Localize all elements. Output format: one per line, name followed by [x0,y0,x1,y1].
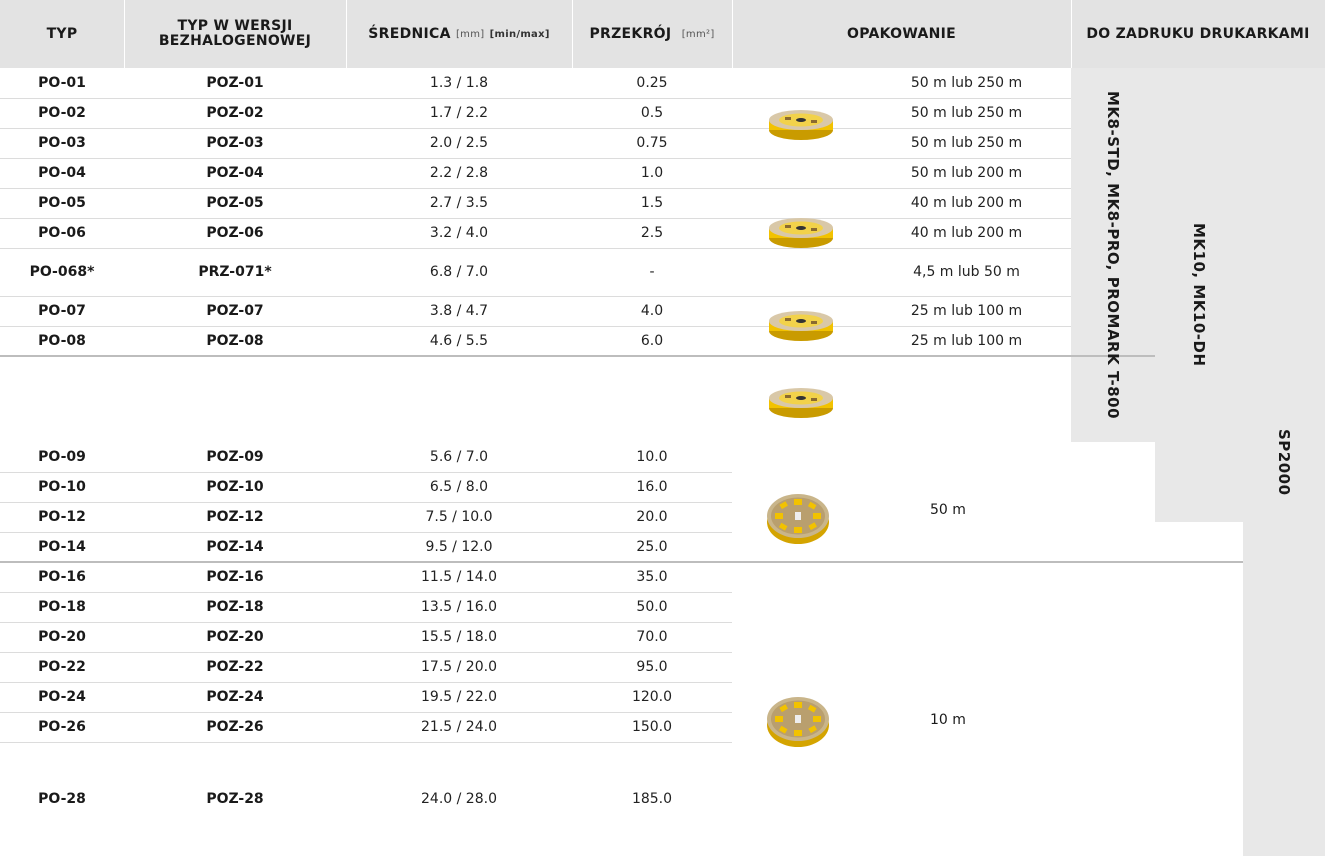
cell-przekroj: 35.0 [636,569,668,585]
header-typ: TYP [0,0,124,68]
reel-yellow-small-icon [765,384,837,420]
package-xlarge-group: 10 m [930,712,966,728]
cell-typ: PO-06 [38,225,86,241]
header-srednica: ŚREDNICA [mm] [min/max] [346,0,572,68]
cell-srednica: 2.0 / 2.5 [429,135,489,151]
cell-przekroj: 1.0 [640,165,664,181]
cell-srednica: 2.7 / 3.5 [429,195,489,211]
cell-typz: POZ-03 [206,135,264,151]
header-przekroj: PRZEKRÓJ [mm²] [572,0,732,68]
cell-typ: PO-16 [38,569,86,585]
cell-typz: POZ-01 [206,75,264,91]
cell-srednica: 7.5 / 10.0 [425,509,493,525]
cell-typ: PO-068* [29,264,95,280]
reel-large-icon [765,490,831,546]
cell-opakowanie: 4,5 m lub 50 m [913,264,1020,280]
cell-typ: PO-26 [38,719,86,735]
header-typ-bezhalogenowy: TYP W WERSJI BEZHALOGENOWEJ [124,0,346,68]
cell-srednica: 3.2 / 4.0 [429,225,489,241]
cell-typz: POZ-24 [206,689,264,705]
cell-przekroj: 10.0 [636,449,668,465]
cell-typz: POZ-22 [206,659,264,675]
cell-srednica: 2.2 / 2.8 [429,165,489,181]
cell-typz: POZ-28 [206,791,264,807]
printer-label-sp2000: SP2000 [1275,428,1293,496]
cell-typ: PO-02 [38,105,86,121]
cell-przekroj: 70.0 [636,629,668,645]
cell-przekroj: 0.25 [636,75,668,91]
cell-typ: PO-07 [38,303,86,319]
cell-przekroj: 0.5 [640,105,664,121]
reel-large-icon [765,693,831,749]
cell-srednica: 9.5 / 12.0 [425,539,493,555]
cell-przekroj: 20.0 [636,509,668,525]
cell-srednica: 1.7 / 2.2 [429,105,489,121]
cell-typz: POZ-06 [206,225,264,241]
cell-przekroj: 50.0 [636,599,668,615]
printer-label-mk10: MK10, MK10-DH [1190,223,1208,367]
cell-opakowanie: 50 m lub 250 m [910,75,1023,91]
cell-typz: POZ-04 [206,165,264,181]
header-divider [124,0,125,68]
reel-yellow-small-icon [765,214,837,250]
cell-typz: POZ-18 [206,599,264,615]
cell-typ: PO-01 [38,75,86,91]
cell-srednica: 5.6 / 7.0 [429,449,489,465]
printer-label-mk8: MK8-STD, MK8-PRO, PROMARK T-800 [1104,90,1122,419]
cell-srednica: 4.6 / 5.5 [429,333,489,349]
cell-srednica: 1.3 / 1.8 [429,75,489,91]
cell-typ: PO-10 [38,479,86,495]
cell-przekroj: 25.0 [636,539,668,555]
cell-opakowanie: 50 m lub 200 m [910,165,1023,181]
cell-srednica: 13.5 / 16.0 [421,599,497,615]
cell-typz: PRZ-071* [198,264,272,280]
cell-przekroj: 16.0 [636,479,668,495]
cell-opakowanie: 25 m lub 100 m [910,303,1023,319]
cell-typ: PO-28 [38,791,86,807]
cell-typz: POZ-02 [206,105,264,121]
header-divider [346,0,347,68]
cell-typz: POZ-08 [206,333,264,349]
cell-typz: POZ-20 [206,629,264,645]
cell-typ: PO-20 [38,629,86,645]
cell-srednica: 11.5 / 14.0 [421,569,497,585]
cell-typ: PO-12 [38,509,86,525]
cell-srednica: 3.8 / 4.7 [429,303,489,319]
cell-opakowanie: 25 m lub 100 m [910,333,1023,349]
cell-przekroj: 6.0 [640,333,664,349]
cell-typ: PO-18 [38,599,86,615]
cell-typz: POZ-26 [206,719,264,735]
cell-typ: PO-09 [38,449,86,465]
cell-przekroj: 185.0 [631,791,673,807]
cell-przekroj: 120.0 [631,689,673,705]
cell-typ: PO-04 [38,165,86,181]
reel-yellow-small-icon [765,106,837,142]
cell-opakowanie: 40 m lub 200 m [910,225,1023,241]
cell-opakowanie: 40 m lub 200 m [910,195,1023,211]
cell-srednica: 6.8 / 7.0 [429,264,489,280]
cell-typz: POZ-05 [206,195,264,211]
cell-typz: POZ-09 [206,449,264,465]
cell-srednica: 19.5 / 22.0 [421,689,497,705]
cell-typ: PO-22 [38,659,86,675]
cell-srednica: 21.5 / 24.0 [421,719,497,735]
cell-typ: PO-05 [38,195,86,211]
package-large-group: 50 m [930,502,966,518]
cell-przekroj: 95.0 [636,659,668,675]
cell-typ: PO-03 [38,135,86,151]
cell-typz: POZ-12 [206,509,264,525]
header-divider [732,0,733,68]
cell-srednica: 17.5 / 20.0 [421,659,497,675]
cell-typ: PO-14 [38,539,86,555]
cell-srednica: 6.5 / 8.0 [429,479,489,495]
cell-opakowanie: 50 m lub 250 m [910,105,1023,121]
cell-przekroj: - [649,264,655,280]
cell-przekroj: 4.0 [640,303,664,319]
cell-typ: PO-24 [38,689,86,705]
cell-typz: POZ-14 [206,539,264,555]
header-do-zadruku: DO ZADRUKU DRUKARKAMI [1071,0,1325,68]
cell-przekroj: 2.5 [640,225,664,241]
cell-przekroj: 0.75 [636,135,668,151]
cell-opakowanie: 50 m lub 250 m [910,135,1023,151]
cell-przekroj: 150.0 [631,719,673,735]
cell-srednica: 15.5 / 18.0 [421,629,497,645]
cell-typz: POZ-16 [206,569,264,585]
header-divider [572,0,573,68]
cell-typz: POZ-07 [206,303,264,319]
reel-yellow-small-icon [765,307,837,343]
cell-przekroj: 1.5 [640,195,664,211]
cell-typz: POZ-10 [206,479,264,495]
cell-srednica: 24.0 / 28.0 [421,791,497,807]
header-divider [1071,0,1072,68]
group-divider [0,355,1155,357]
header-opakowanie: OPAKOWANIE [732,0,1071,68]
cell-typ: PO-08 [38,333,86,349]
